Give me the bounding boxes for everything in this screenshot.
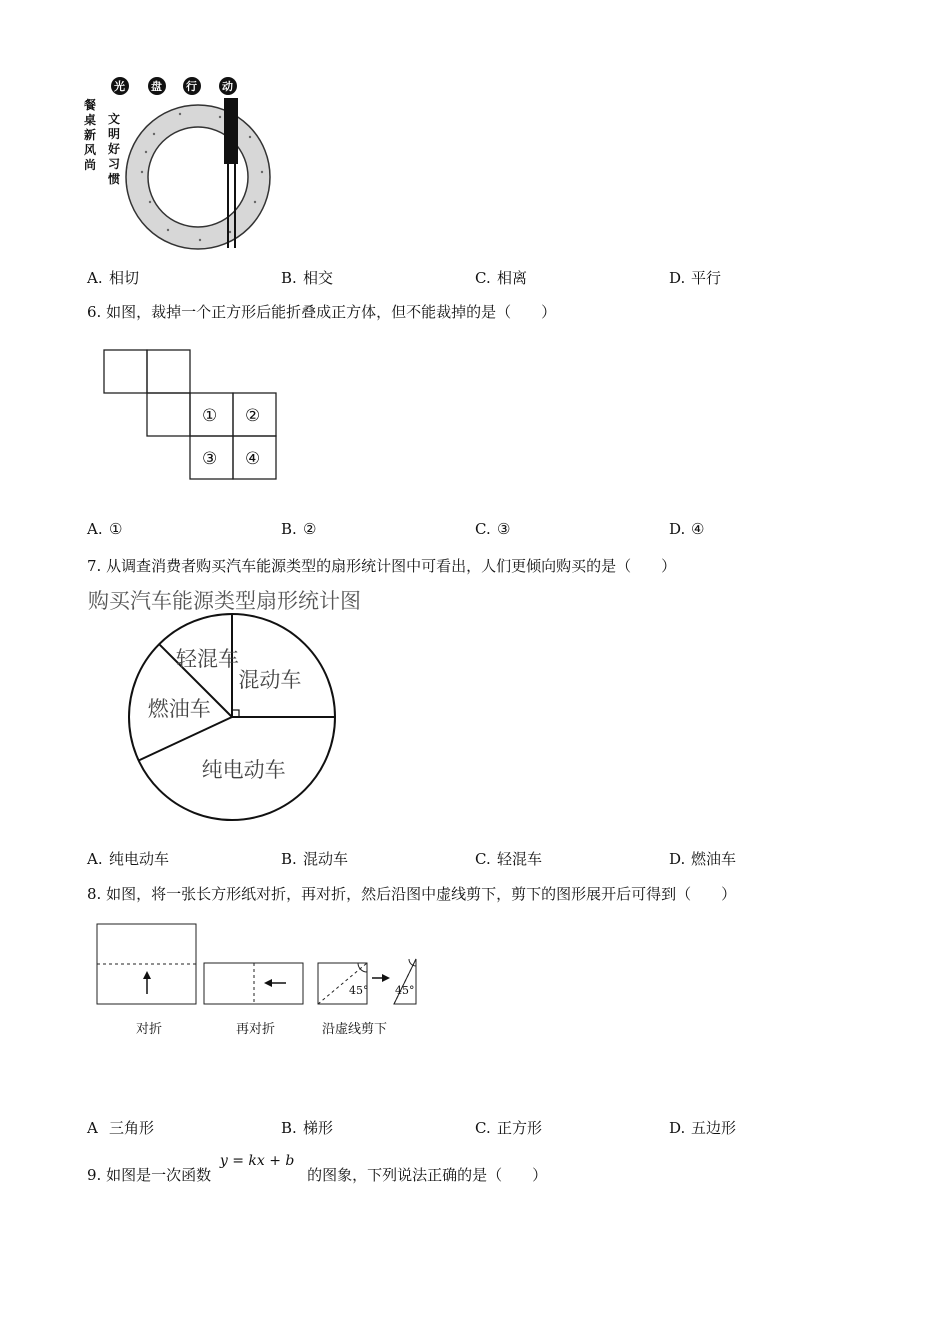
net-label-1: ① [202,406,218,426]
option-text: ② [303,520,317,538]
option-a[interactable] [87,520,122,538]
banner-char: 动 [222,80,233,93]
option-key: D. [669,269,686,287]
pie-slice-label: 混动车 [238,668,302,693]
option-d[interactable] [669,520,704,538]
option-text: 三角形 [109,1119,155,1137]
option-key: B. [281,850,297,868]
option-key: C. [475,850,491,868]
option-text: 相切 [109,269,140,287]
option-key: A [87,1119,98,1137]
option-b[interactable] [281,520,316,538]
fold-caption-3: 沿虚线剪下 [322,1022,388,1037]
q7-stem: 7. 从调查消费者购买汽车能源类型的扇形统计图中可看出，人们更倾向购买的是（ ） [87,557,677,575]
option-key: A. [87,269,103,287]
option-key: B. [281,520,297,538]
option-b[interactable] [281,848,348,869]
q6-stem: 6. 如图，裁掉一个正方形后能折叠成正方体，但不能裁掉的是（ ） [87,303,557,321]
q9-stem-prefix: 9. 如图是一次函数 [87,1166,212,1184]
angle-label: 45° [349,984,369,997]
option-d[interactable] [669,267,721,288]
option-text: 轻混车 [497,850,543,868]
option-key: A. [87,520,103,538]
option-key: B. [281,269,297,287]
plate-left-text: 餐桌新风尚 [84,98,97,172]
fold-caption-2: 再对折 [236,1022,276,1037]
option-key: C. [475,269,491,287]
angle-label: 45° [395,984,415,997]
q9-stem [87,1153,548,1185]
option-text: 平行 [691,269,722,287]
option-key: C. [475,1119,491,1137]
q8-stem: 8. 如图，将一张长方形纸对折，再对折，然后沿图中虚线剪下，剪下的图形展开后可得到（ ） [87,885,737,903]
option-text: 相交 [303,269,334,287]
plate-figure [80,72,280,252]
q9-formula: y = kx + b [219,1153,295,1169]
option-a[interactable] [87,267,139,288]
option-text: 五边形 [691,1119,737,1137]
banner-char: 盘 [151,80,162,93]
option-text: ③ [497,520,511,538]
net-label-3: ③ [202,449,218,469]
option-a[interactable] [87,848,169,869]
option-key: D. [669,1119,686,1137]
net-label-4: ④ [245,449,261,469]
plate-right-text: 文明好习惯 [108,112,121,186]
q9-stem-suffix: 的图象，下列说法正确的是（ ） [307,1166,548,1184]
option-a[interactable] [87,1117,154,1138]
option-c[interactable] [475,267,527,288]
option-d[interactable] [669,848,736,869]
option-key: D. [669,850,686,868]
option-c[interactable] [475,520,510,538]
option-text: 混动车 [303,850,349,868]
option-text: ④ [691,520,705,538]
fold-caption-1: 对折 [136,1022,163,1037]
option-text: ① [109,520,123,538]
pie-slice-label: 燃油车 [147,696,211,721]
pie-slice-label: 轻混车 [176,647,240,671]
banner-char: 光 [114,80,125,93]
option-d[interactable] [669,1117,736,1138]
option-text: 正方形 [497,1119,543,1137]
pie-chart-title: 购买汽车能源类型扇形统计图 [88,589,361,613]
option-b[interactable] [281,1117,333,1138]
option-key: C. [475,520,491,538]
option-key: B. [281,1119,297,1137]
option-key: A. [87,850,103,868]
net-label-2: ② [245,406,261,426]
option-key: D. [669,520,686,538]
option-text: 梯形 [303,1119,334,1137]
banner-char: 行 [186,80,197,93]
option-b[interactable] [281,267,333,288]
option-text: 相离 [497,269,528,287]
option-c[interactable] [475,848,542,869]
option-c[interactable] [475,1117,542,1138]
paper-fold-figure [96,922,426,1012]
option-text: 纯电动车 [109,850,170,868]
pie-slice-label: 纯电动车 [201,758,286,783]
option-text: 燃油车 [691,850,737,868]
